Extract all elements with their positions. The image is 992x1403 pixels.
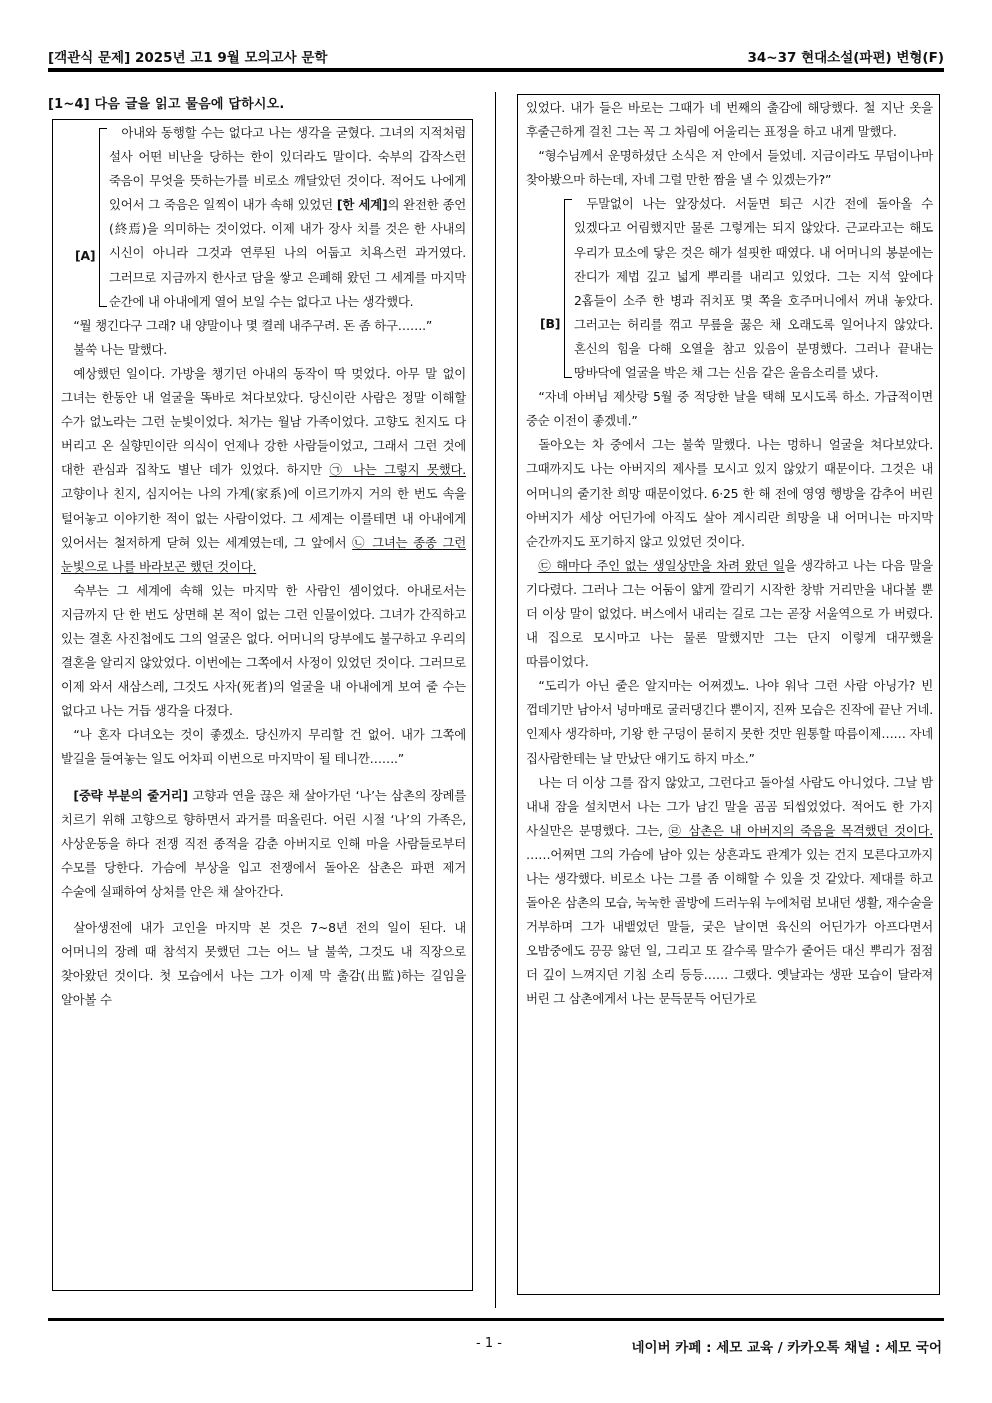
one-world-term: [한 세계]	[336, 197, 388, 213]
bracket-b	[564, 199, 572, 378]
header-right: 34~37 현대소설(파편) 변형(F)	[747, 50, 944, 66]
page-number: - 1 -	[476, 1336, 502, 1351]
paragraph: “뭘 챙긴다구 그래? 내 양말이나 몇 켤레 내주구려. 돈 좀 하구…….”	[73, 317, 433, 333]
paragraph: “형수님께서 운명하셨단 소식은 저 안에서 들었네. 지금이라도 무덤이나마 찾아봤으마 하는데, 자네 그럴 만한 짬을 낼 수 있겠는가?”	[526, 148, 933, 188]
summary-paragraph: [중략 부분의 줄거리] 고향과 연을 끊은 채 살아가던 ‘나’는 삼촌의 장례를 치르기 위해 고향으로 향하면서 과거를 떠올린다. 어린 시절 ‘나’의 가족은, 사상운동을 하다 전쟁 직전 종적을 감춘 아버지로 인해 마을 사람들로부터 수모를 당한다. 가슴에 부상을 입고 전쟁에서 돌아온 삼촌은 파편 제거 수술에 실패하여 상처를 안은 채 살아간다.	[61, 787, 467, 899]
paragraph: 있었다. 내가 들은 바로는 그때가 네 번째의 출감에 해당했다. 철 지난 옷을 후줄근하게 걸친 그는 꼭 그 차림에 어울리는 표정을 하고 내게 말했다.	[526, 100, 933, 140]
paragraph: 불쑥 나는 말했다.	[73, 341, 167, 357]
summary-label: [중략 부분의 줄거리]	[73, 787, 189, 803]
left-passage	[61, 121, 466, 1012]
header-rule	[48, 68, 944, 72]
paragraph: 예상했던 일이다. 가방을 챙기던 아내의 동작이 딱 멎었다. 아무 말 없이 그녀는 한동안 내 얼굴을 똑바로 쳐다보았다. 당신이란 사람은 정말 이해할 수가 없노라는 그런 눈빛이었다. 처가는 월남 가족이었다. 고향도 친지도 다 버리고 온 실향민이란 의식이 언제나 강한 사람들이었고, 그래서 그런 것에 대한 관심과 집착도 별난 데가 있었다. 하지만 ㉠ 나는 그렇지 못했다. 고향이나 친지, 심지어는 나의 가계(家系)에 이르기까지 거의 한 번도 속을 털어놓고 이야기한 적이 없는 사람이었다. 그 세계는 이를테면 내 아내에게 있어서는 철저하게 닫혀 있는 세계였는데, 그 앞에서 ㉡ 그녀는 종종 그런 눈빛으로 나를 바라보곤 했던 것이다.	[61, 365, 466, 574]
column-divider	[495, 92, 496, 1308]
instruction: [1~4] 다음 글을 읽고 물음에 답하시오.	[48, 97, 285, 112]
paragraph: “자네 아버님 제삿랑 5월 중 적당한 날을 택해 모시도록 하소. 가급적이면 중순 이전이 좋겠네.”	[526, 389, 933, 429]
paragraph-b: 두말없이 나는 앞장섰다. 서둘면 퇴근 시간 전에 돌아올 수 있겠다고 어림했지만 물론 그렇게는 되지 않았다. 근교라고는 해도 우리가 묘소에 닿은 것은 해가 설핏한 때였다. 내 어머니의 봉분에는 잔디가 제법 깊고 넓게 뿌리를 내리고 있었다. 그는 지석 앞에다 2홉들이 소주 한 병과 쥐치포 몇 쪽을 호주머니에서 꺼내 놓았다. 그러고는 허리를 꺾고 무릎을 꿇은 채 오래도록 일어나지 않았다. 혼신의 힘을 다해 오열을 참고 있음이 분명했다. 그러나 끝내는 땅바닥에 얼굴을 박은 채 그는 신음 같은 울음소리를 냈다.	[574, 196, 933, 381]
paragraph-a: 아내와 동행할 수는 없다고 나는 생각을 굳혔다. 그녀의 지적처럼 설사 어떤 비난을 당하는 한이 있더라도 말이다. 숙부의 갑작스런 죽음이 무엇을 뜻하는가를 비로소 깨달았던 것이다. 적어도 나에게 있어서 그 죽음은 일찍이 내가 속해 있었던 [한 세계]의 완전한 종언(終焉)을 의미하는 것이었다. 이제 내가 장사 치를 것은 한 사내의 시신이 아니라 그것과 연루된 나의 어둡고 치욕스런 과거였다. 그러므로 지금까지 한사코 담을 쌓고 은폐해 왔던 그 세계를 마지막 순간에 내 아내에게 열어 보일 수는 없다고 나는 생각했다.	[109, 125, 466, 309]
underline-rieul: ㉣ 삼촌은 내 아버지의 죽음을 목격했던 것이다.	[668, 822, 933, 838]
header-left: [객관식 문제] 2025년 고1 9월 모의고사 문학	[48, 50, 328, 66]
underline-nieun: ㉡ 그녀는 종종 그런 눈빛으로 나를 바라보곤 했던 것이다.	[61, 534, 466, 574]
paragraph: 돌아오는 차 중에서 그는 불쑥 말했다. 나는 멍하니 얼굴을 쳐다보았다. 그때까지도 나는 아버지의 제사를 모시고 있지 않았기 때문이다. 그것은 내 어머니의 줄기찬 희망 때문이었다. 6·25 한 해 전에 영영 행방을 감추어 버린 아버지가 세상 어딘가에 아직도 살아 계시리란 희망을 내 어머니는 마지막 순간까지도 포기하지 않고 있었던 것이다.	[526, 437, 933, 549]
paragraph: “나 혼자 다녀오는 것이 좋겠소. 당신까지 무리할 건 없어. 내가 그쪽에 발길을 들여놓는 일도 어차피 이번으로 마지막이 될 테니깐…….”	[61, 727, 466, 767]
paragraph: 나는 더 이상 그를 잡지 않았고, 그런다고 돌아설 사람도 아니었다. 그날 밤 내내 잠을 설치면서 나는 그가 남긴 말을 곰곰 되씹었었다. 적어도 한 가지 사실만은 분명했다. 그는, ㉣ 삼촌은 내 아버지의 죽음을 목격했던 것이다. ……어쩌면 그의 가슴에 남아 있는 상흔과도 관계가 있는 건지 모른다고까지 나는 생각했다. 비로소 나는 그를 좀 이해할 수 있을 것 같았다. 제대를 하고 돌아온 삼촌의 모습, 눅눅한 골방에 드러누워 누에처럼 보내던 생활, 재수술을 거부하며 그가 내뱉었던 말들, 궂은 날이면 육신의 어딘가가 아프다면서 오밤중에도 끙끙 앓던 일, 그리고 또 갈수록 말수가 줄어든 대신 뿌리가 점점 더 깊이 느껴지던 기침 소리 등등…… 그랬다. 옛날과는 생판 모습이 달라져 버린 그 삼촌에게서 나는 문득문득 어딘가로	[526, 774, 933, 1007]
paragraph: 숙부는 그 세계에 속해 있는 마지막 한 사람인 셈이었다. 아내로서는 지금까지 단 한 번도 상면해 본 적이 없는 그런 인물이었다. 그녀가 간직하고 있는 결혼 사진첩에도 그의 얼굴은 없다. 어머니의 당부에도 불구하고 우리의 결혼을 알리지 않았었다. 이번에는 그쪽에서 사정이 있었던 것이다. 그러므로 이제 와서 새삼스레, 그것도 사자(死者)의 얼굴을 내 아내에게 보여 줄 수는 없다고 나는 거듭 생각을 다졌다.	[61, 582, 466, 719]
paragraph: “도리가 아닌 줄은 알지마는 어쩌겠노. 나야 워낙 그런 사람 아닝가? 빈 껍데기만 남아서 넝마매로 굴러댕긴다 뿐이지, 진짜 모습은 진작에 끝난 거네. 인제사 생각하마, 기왕 한 구덩이 묻히지 못한 것만 원통할 따름이제…… 자네 집사람한테는 날 만났단 얘기도 하지 마소.”	[526, 678, 933, 766]
underline-giyeok: ㉠ 나는 그렇지 못했다.	[329, 462, 466, 478]
left-passage-box	[52, 119, 473, 1291]
label-b: [B]	[540, 316, 561, 332]
footer-rule	[48, 1318, 944, 1321]
label-a: [A]	[75, 248, 96, 263]
section-a	[61, 121, 466, 314]
paragraph: ㉢ 해마다 주인 없는 생일상만을 차려 왔던 일을 생각하고 나는 다음 말을 기다렸다. 그러나 그는 어둠이 얇게 깔리기 시작한 창밖 거리만을 내다볼 뿐 더 이상 말이 없었다. 버스에서 내리는 길로 그는 곧장 서울역으로 가 버렸다. 내 집으로 모시마고 나는 물론 말했지만 그는 단지 이렇게 대꾸했을 따름이었다.	[526, 557, 933, 670]
paragraph: 살아생전에 내가 고인을 마지막 본 것은 7~8년 전의 일이 된다. 내 어머니의 장례 때 참석지 못했던 그는 어느 날 불쑥, 그것도 내 직장으로 찾아왔던 것이다. 첫 모습에서 나는 그가 이제 막 출감(出監)하는 길임을 알아볼 수	[61, 920, 466, 1008]
footer-contact: 네이버 카페 : 세모 교육 / 카카오톡 채널 : 세모 국어	[631, 1340, 942, 1356]
underline-digeut: ㉢ 해마다 주인 없는 생일상만을 차려 왔던 일	[538, 557, 785, 573]
section-b	[526, 192, 933, 385]
right-passage	[526, 96, 933, 1012]
bracket-a	[99, 128, 107, 307]
right-passage-box	[517, 94, 940, 1295]
